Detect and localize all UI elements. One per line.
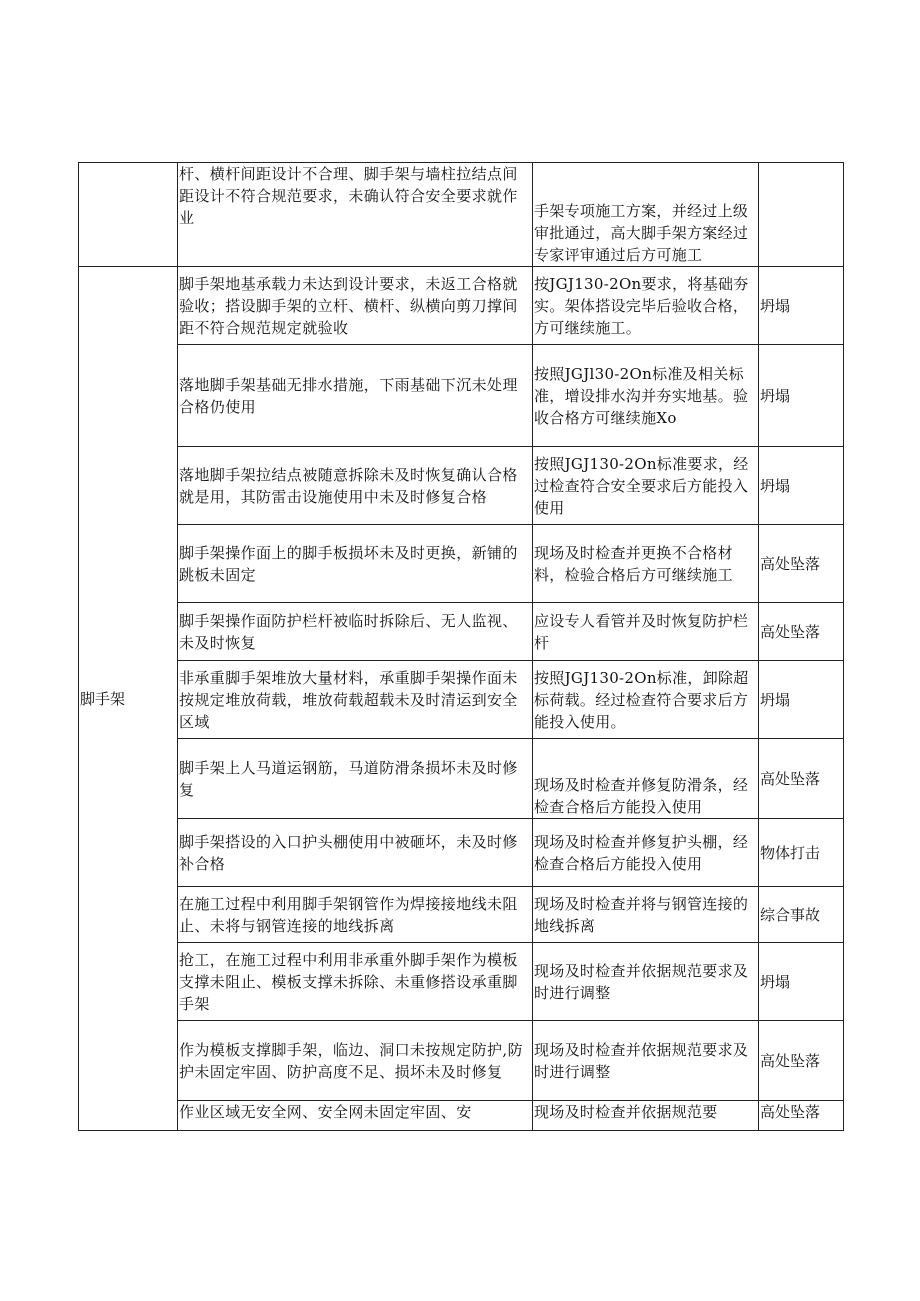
hazard-description: 落地脚手架基础无排水措施，下雨基础下沉未处理合格仍使用	[178, 345, 533, 447]
hazard-description: 在施工过程中利用脚手架钢管作为焊接接地线未阻止、未将与钢管连接的地线拆离	[178, 887, 533, 943]
control-measure: 按JGJ130-2On要求，将基础夯实。架体搭设完毕后验收合格，方可继续施工。	[533, 267, 759, 345]
accident-type: 坍塌	[759, 267, 844, 345]
control-measure: 应设专人看管并及时恢复防护栏杆	[533, 603, 759, 661]
table-row	[79, 603, 844, 661]
table-row	[79, 661, 844, 739]
hazard-description: 脚手架搭设的入口护头棚使用中被砸坏，未及时修补合格	[178, 819, 533, 887]
accident-type: 坍塌	[759, 661, 844, 739]
accident-type: 物体打击	[759, 819, 844, 887]
hazard-description: 落地脚手架拉结点被随意拆除未及时恢复确认合格就是用，其防雷击设施使用中未及时修复合格	[178, 447, 533, 525]
control-measure: 按照JGJl30-2On标准及相关标准，增设排水沟并夯实地基。验收合格方可继续施Xo	[533, 345, 759, 447]
hazard-description: 脚手架上人马道运钢筋，马道防滑条损坏未及时修复	[178, 739, 533, 819]
hazard-description: 作业区域无安全网、安全网未固定牢固、安	[178, 1101, 533, 1131]
table-row	[79, 525, 844, 603]
control-measure: 现场及时检查并依据规范要	[533, 1101, 759, 1131]
accident-type	[759, 163, 844, 267]
control-measure: 现场及时检查并修复防滑条，经检查合格后方能投入使用	[533, 739, 759, 819]
control-measure: 手架专项施工方案，并经过上级审批通过，高大脚手架方案经过专家评审通过后方可施工	[533, 163, 759, 267]
category-cell-blank	[79, 163, 178, 267]
table-row	[79, 739, 844, 819]
control-measure: 按照JGJ130-2On标准要求，经过检查符合安全要求后方能投入使用	[533, 447, 759, 525]
control-measure: 现场及时检查并修复护头棚，经检查合格后方能投入使用	[533, 819, 759, 887]
accident-type: 综合事故	[759, 887, 844, 943]
table-row	[79, 447, 844, 525]
accident-type: 坍塌	[759, 447, 844, 525]
hazard-description: 脚手架操作面防护栏杆被临时拆除后、无人监视、未及时恢复	[178, 603, 533, 661]
control-measure: 现场及时检查并将与钢管连接的地线拆离	[533, 887, 759, 943]
hazard-description: 作为模板支撑脚手架，临边、洞口未按规定防护,防护未固定牢固、防护高度不足、损坏未及时修复	[178, 1021, 533, 1101]
table-row	[79, 163, 844, 267]
table-row	[79, 943, 844, 1021]
hazard-description: 抢工，在施工过程中利用非承重外脚手架作为模板支撑未阻止、模板支撑未拆除、未重修搭设承重脚手架	[178, 943, 533, 1021]
hazard-table	[78, 162, 844, 1131]
hazard-description: 脚手架操作面上的脚手板损坏未及时更换，新铺的跳板未固定	[178, 525, 533, 603]
table-row	[79, 819, 844, 887]
category-cell: 脚手架	[79, 267, 178, 1131]
table-row	[79, 1021, 844, 1101]
table-row	[79, 267, 844, 345]
table-row	[79, 887, 844, 943]
accident-type: 高处坠落	[759, 739, 844, 819]
accident-type: 坍塌	[759, 345, 844, 447]
accident-type: 高处坠落	[759, 1021, 844, 1101]
control-measure: 现场及时检查并更换不合格材料，检验合格后方可继续施工	[533, 525, 759, 603]
hazard-description: 杆、横杆间距设计不合理、脚手架与墙柱拉结点间距设计不符合规范要求，未确认符合安全要求就作业	[178, 163, 533, 267]
accident-type: 高处坠落	[759, 525, 844, 603]
accident-type: 高处坠落	[759, 1101, 844, 1131]
accident-type: 坍塌	[759, 943, 844, 1021]
table-row	[79, 1101, 844, 1131]
control-measure: 现场及时检查并依据规范要求及时进行调整	[533, 943, 759, 1021]
hazard-description: 脚手架地基承载力未达到设计要求，未返工合格就验收；搭设脚手架的立杆、横杆、纵横向剪刀撑间距不符合规范规定就验收	[178, 267, 533, 345]
control-measure: 按照JGJ130-2On标准，卸除超标荷载。经过检查符合要求后方能投入使用。	[533, 661, 759, 739]
control-measure: 现场及时检查并依据规范要求及时进行调整	[533, 1021, 759, 1101]
accident-type: 高处坠落	[759, 603, 844, 661]
hazard-description: 非承重脚手架堆放大量材料，承重脚手架操作面未按规定堆放荷载，堆放荷载超载未及时清运到安全区域	[178, 661, 533, 739]
table-row	[79, 345, 844, 447]
